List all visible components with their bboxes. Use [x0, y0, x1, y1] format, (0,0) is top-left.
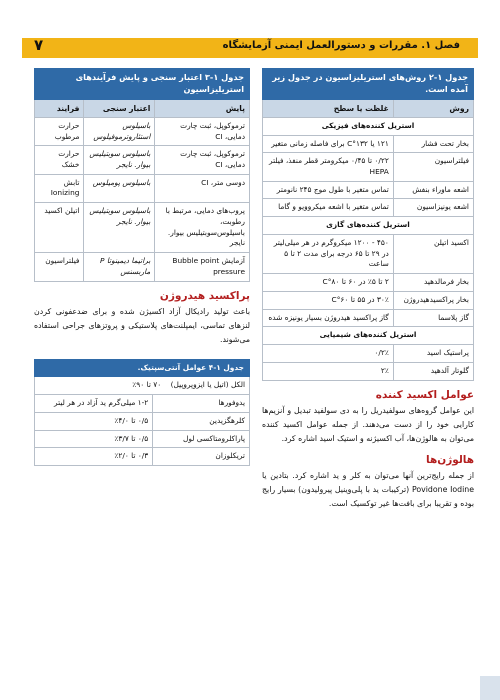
table2-col-valid: اعتبار سنجی — [84, 99, 155, 117]
method-cell: بخار پراکسیدهیدروژن — [393, 291, 473, 309]
table2-col-monitor: پایش — [155, 99, 250, 117]
conc-cell: ۱-۲ میلی‌گرم ید آزاد در هر لیتر — [35, 395, 153, 413]
conc-cell: ۰/۵ تا ۳/۷٪ — [35, 430, 153, 448]
method-cell: اشعه ماوراء بنفش — [393, 181, 473, 199]
process-cell: اتیلن اکسید — [35, 203, 84, 253]
method-cell: اشعه یونیزاسیون — [393, 199, 473, 217]
section-heading-halogens: هالوژن‌ها — [426, 453, 474, 466]
monitor-cell: پروب‌های دمایی، مرتبط با رطوبت، باسیلوس‌سوبتیلیس بیوار. نایجر — [155, 203, 250, 253]
table3-caption: جدول ۱-۴ عوامل آنتی‌سپتیک. — [35, 359, 250, 377]
table-row — [263, 309, 474, 327]
conc-cell: ۱۲۱ یا ۱۳۲°C برای فاصله زمانی متغیر — [263, 135, 394, 153]
conc-cell: ۰/۳ تا ۲/۰٪ — [35, 448, 153, 466]
page-number: ٧ — [34, 36, 44, 54]
process-cell: فیلتراسیون — [35, 253, 84, 281]
table-row — [263, 135, 474, 153]
validation-cell: باسیلوس استئاروترموفیلوس — [84, 117, 155, 145]
method-cell: گاز پلاسما — [393, 309, 473, 327]
agent-cell: یدوفورها — [153, 395, 250, 413]
agent-cell: تریکلوزان — [153, 448, 250, 466]
page-corner-tab — [480, 676, 500, 700]
conc-cell: تماس متغیر با طول موج ۲۴۵ نانومتر — [263, 181, 394, 199]
conc-cell: ۳۰٪ در ۵۵ تا ۶۰°C — [263, 291, 394, 309]
table-row — [35, 203, 250, 253]
chapter-title: فصل ۱. مقررات و دستورالعمل ایمنی آزمایشگاه — [222, 40, 460, 51]
table1-group-title: استریل کننده‌های فیزیکی — [263, 117, 474, 135]
section-heading-h2o2: پراکسید هیدروژن — [159, 289, 250, 302]
conc-cell: ۰/۵ تا ۴/۰٪ — [35, 412, 153, 430]
table-row — [35, 174, 250, 202]
halogens-paragraph: از جمله رایج‌ترین آنها می‌توان به کلر و ید اشاره کرد. بتادین یا Povidone Iodine (ترکیبات ید با پلی‌وینیل پیرولیدون) بسیار رایج بوده و تقریبا برای بافت‌ها غیر توکسیک است. — [262, 470, 475, 508]
validation-cell: براتیما دیمینوتا P ماربسنس — [84, 253, 155, 281]
monitor-cell: ترموکوپل، ثبت چارت دمایی، CI — [155, 146, 250, 174]
table-row — [263, 291, 474, 309]
agent-cell: الکل (اتیل یا ایزوپروپیل) — [170, 380, 245, 390]
method-cell: پراستیک اسید — [393, 345, 473, 363]
table-row — [35, 117, 250, 145]
table1-group-title: استریل کننده‌های شیمیایی — [263, 327, 474, 345]
table-antiseptics — [34, 359, 250, 466]
oxidizing-paragraph: این عوامل گروه‌های سولفیدریل را به دی سولفید تبدیل و آنزیم‌ها کارایی خود را از دست می‌دهند. از جمله عوامل اکسید کننده می‌توان به هالوژن‌ها، آب اکسیژنه و استیک اسید اشاره کرد. — [262, 405, 474, 443]
table-row — [263, 234, 474, 273]
process-cell: تابش Ionizing — [35, 174, 84, 202]
conc-cell: ۲ تا ۵٪ در ۶۰ تا ۸۰°C — [263, 274, 394, 292]
validation-cell: باسیلوس سوبتیلیس بیوار. نایجر — [84, 203, 155, 253]
conc-cell: ۴۵۰ - ۱۲۰۰ میکروگرم در هر میلی‌لیتر در ۲۹ تا ۶۵ درجه برای مدت ۲ تا ۵ ساعت — [263, 234, 394, 273]
table1-col-conc: غلظت یا سطح — [263, 99, 394, 117]
table-row — [35, 412, 250, 430]
validation-cell: باسیلوس سوبتیلیس بیوار. نایجر — [84, 146, 155, 174]
table-row — [263, 362, 474, 380]
method-cell: اکسید اتیلن — [393, 234, 473, 273]
section-heading-oxidizing: عوامل اکسید کننده — [375, 388, 474, 401]
page-header — [0, 0, 500, 72]
left-column — [34, 68, 250, 466]
table-row — [263, 181, 474, 199]
table-row — [263, 153, 474, 181]
monitor-cell: دوسی متر، CI — [155, 174, 250, 202]
monitor-cell: ترموکوپل، ثبت چارت دمایی، CI — [155, 117, 250, 145]
table2-col-process: فرایند — [35, 99, 84, 117]
table-row — [35, 146, 250, 174]
table1-group-title: استریل کننده‌های گازی — [263, 217, 474, 235]
table-row — [263, 274, 474, 292]
table-row — [35, 430, 250, 448]
conc-cell: ۰/۲٪ — [263, 345, 394, 363]
conc-cell: گاز پراکسید هیدروژن بسیار یونیزه شده — [263, 309, 394, 327]
table2-caption: جدول ۱-۳ اعتبار سنجی و پایش فرآیندهای استریلیزاسیون — [35, 69, 250, 100]
method-cell: بخار تحت فشار — [393, 135, 473, 153]
table1-col-method: روش — [393, 99, 473, 117]
validation-cell: باسیلوس پومیلوس — [84, 174, 155, 202]
table-sterilization-methods — [262, 68, 474, 381]
method-cell: بخار فرمالدهید — [393, 274, 473, 292]
table-row — [35, 377, 250, 395]
table-row — [35, 448, 250, 466]
conc-cell: تماس متغیر با اشعه میکروویو و گاما — [263, 199, 394, 217]
monitor-cell: آزمایش Bubble point pressure — [155, 253, 250, 281]
table-validation-monitoring — [34, 68, 250, 282]
agent-cell: کلرهگزیدین — [153, 412, 250, 430]
process-cell: حرارت مرطوب — [35, 117, 84, 145]
table-row — [35, 395, 250, 413]
method-cell: فیلتراسیون — [393, 153, 473, 181]
table-row — [263, 199, 474, 217]
agent-cell: پاراکلرومتاکسی لول — [153, 430, 250, 448]
table-row — [263, 345, 474, 363]
right-column — [262, 68, 474, 511]
antiseptic-span-row — [35, 377, 250, 395]
conc-cell: ۲٪ — [263, 362, 394, 380]
process-cell: حرارت خشک — [35, 146, 84, 174]
table-row — [35, 253, 250, 281]
conc-cell: ۷۰ تا ۹۰٪ — [132, 380, 162, 390]
table1-caption: جدول ۱-۲ روش‌های استریلیزاسیون در جدول زیر آمده است. — [263, 69, 474, 100]
conc-cell: ۰/۲۲ تا ۰/۴۵ میکرومتر قطر منفذ، فیلتر HEPA — [263, 153, 394, 181]
method-cell: گلوتار آلدهید — [393, 362, 473, 380]
h2o2-paragraph: باعث تولید رادیکال آزاد اکسیژن شده و برای ضدعفونی کردن لنزهای تماسی، ایمپلنت‌های پلاستیکی و پروتزهای جراحی استفاده می‌شوند. — [34, 306, 250, 344]
